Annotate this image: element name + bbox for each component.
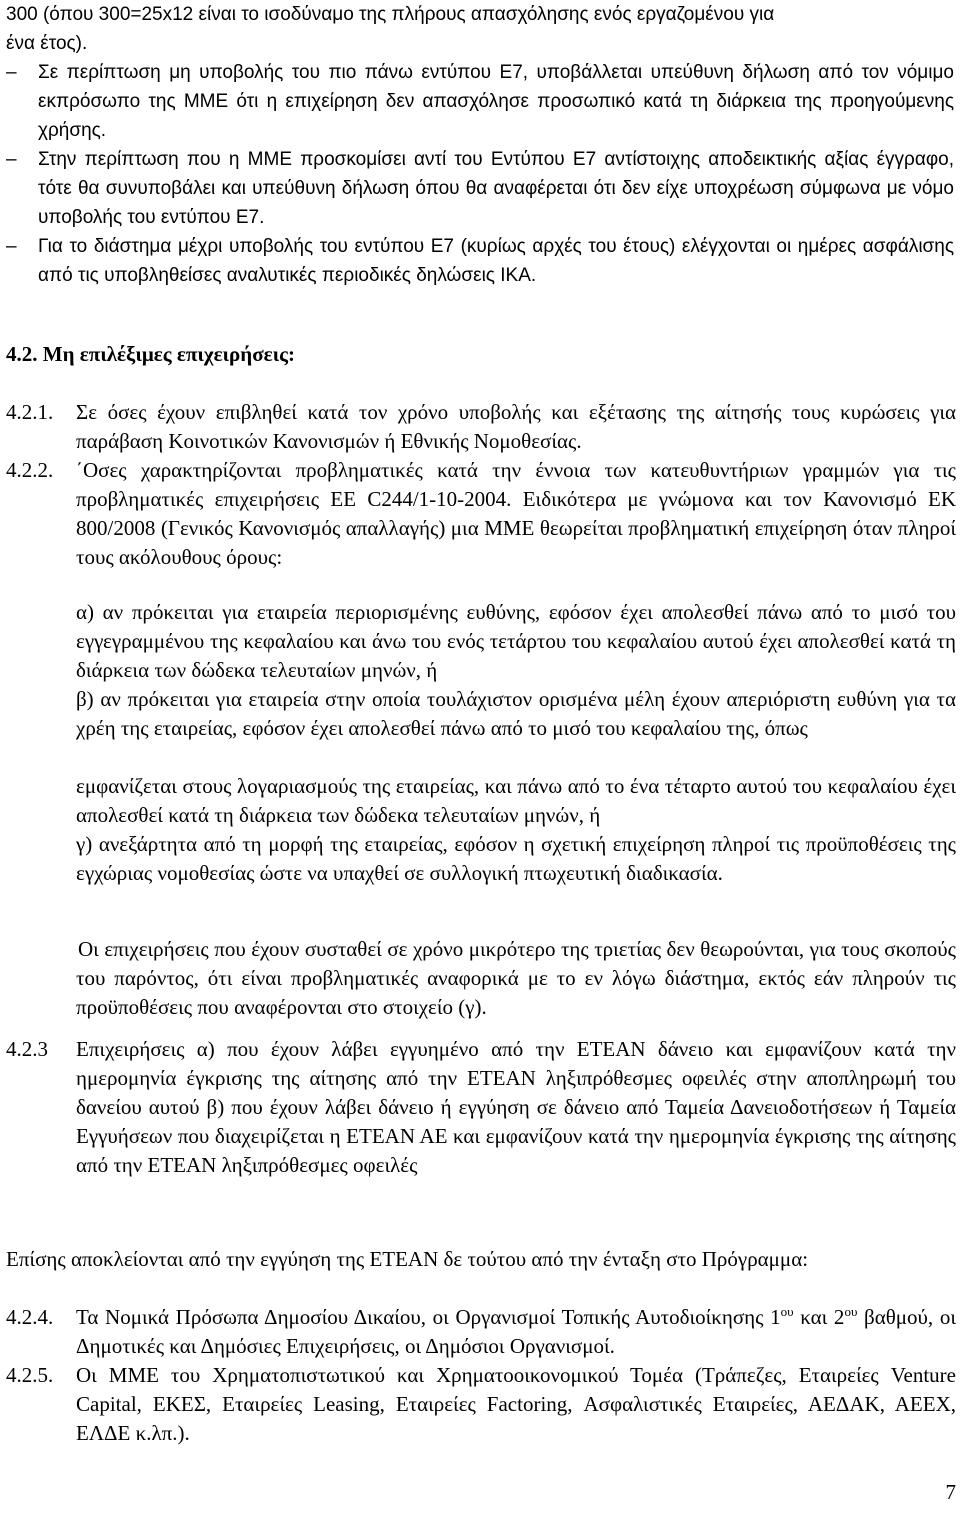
condition-a: α) αν πρόκειται για εταιρεία περιορισμένης ευθύνης, εφόσον έχει απολεσθεί πάνω από το μισό του εγγεγραμμένου της κεφαλαίου και άνω του ενός τετάρτου του κεφαλαίου αυτού έχει απολεσθεί κατά τη διάρκεια των δώδεκα τελευταίων μηνών, ή [76,600,956,682]
ordinal-superscript: ου [844,1304,858,1319]
condition-b: β) αν πρόκειται για εταιρεία στην οποία τουλάχιστον ορισμένα μέλη έχουν απεριόριστη ευθύνη για τα χρέη της εταιρείας, εφόσον έχει απολεσθεί πάνω από το μισό του κεφαλαίου της, όπως [76,687,956,740]
item-424-part3: βαθμού, οι Δημοτικές και Δημόσιες Επιχειρήσεις, οι Δημόσιοι Οργανισμοί. [76,1305,956,1358]
item-number-424: 4.2.4. [6,1305,54,1329]
item-number-423: 4.2.3 [6,1037,48,1061]
item-number-422: 4.2.2. [6,458,54,482]
dash-icon: – [6,149,17,170]
item-text-421: Σε όσες έχουν επιβληθεί κατά τον χρόνο υποβολής και εξέτασης της αίτησής τους κυρώσεις για παράβαση Κοινοτικών Κανονισμών ή Εθνικής Νομοθεσίας. [76,400,956,453]
section-heading: 4.2. Μη επιλέξιμες επιχειρήσεις: [6,342,295,366]
note-paragraph: Οι επιχειρήσεις που έχουν συσταθεί σε χρόνο μικρότερο της τριετίας δεν θεωρούνται, για τους σκοπούς του παρόντος, ότι είναι προβληματικές αναφορικά με το εν λόγω διάστημα, εκτός εάν πληρούν τις προϋποθέσεις που αναφέρονται στο στοιχείο (γ). [76,937,956,1019]
item-number-425: 4.2.5. [6,1363,54,1387]
exclusion-paragraph: Επίσης αποκλείονται από την εγγύηση της ΕΤΕΑΝ δε τούτου από την ένταξη στο Πρόγραμμα: [6,1247,809,1271]
bullet-item [6,145,954,232]
item-number-421: 4.2.1. [6,400,54,424]
dash-icon: – [6,62,17,83]
item-text-425: Οι ΜΜΕ του Χρηματοπιστωτικού και Χρηματοοικονομικού Τομέα (Τράπεζες, Εταιρείες Venture Capital, ΕΚΕΣ, Εταιρείες Leasing, Εταιρείες Factoring, Ασφαλιστικές Εταιρείες, ΑΕΔΑΚ, ΑΕΕΧ, ΕΛΔΕ κ.λπ.). [76,1363,956,1445]
dash-icon: – [6,236,17,257]
ordinal-superscript: ου [780,1304,794,1319]
item-424-part2: και 2 [793,1305,845,1329]
condition-b-continued: εμφανίζεται στους λογαριασμούς της εταιρείας, και πάνω από το ένα τέταρτο αυτού του κεφαλαίου έχει απολεσθεί κατά τη διάρκεια των δώδεκα τελευταίων μηνών, ή [76,774,956,827]
page-number: 7 [945,1480,956,1504]
item-text-422: ΄Οσες χαρακτηρίζονται προβληματικές κατά την έννοια των κατευθυντήριων γραμμών για τις προβληματικές επιχειρήσεις ΕΕ C244/1-10-2004. Ειδικότερα με γνώμονα και τον Κανονισμό ΕΚ 800/2008 (Γενικός Κανονισμός απαλλαγής) μια ΜΜΕ θεωρείται προβληματική επιχείρηση όταν πληροί τους ακόλουθους όρους: [76,458,956,569]
bullet-text: Για το διάστημα μέχρι υποβολής του εντύπου Ε7 (κυρίως αρχές του έτους) ελέγχονται οι ημέρες ασφάλισης από τις υποβληθείσες αναλυτικές περιοδικές δηλώσεις ΙΚΑ. [38,236,954,286]
intro-line-1: 300 (όπου 300=25x12 είναι το ισοδύναμο της πλήρους απασχόλησης ενός εργαζομένου για [6,4,775,25]
bullet-item [6,232,954,290]
item-text-423: Επιχειρήσεις α) που έχουν λάβει εγγυημένο από την ΕΤΕΑΝ δάνειο και εμφανίζουν κατά την ημερομηνία έγκρισης της αίτησης από την ΕΤΕΑΝ ληξιπρόθεσμες οφειλές στην αποπληρωμή του δανείου αυτού β) που έχουν λάβει δάνειο ή εγγύηση σε δάνειο από Ταμεία Δανειοδοτήσεων ή Ταμεία Εγγυήσεων που διαχειρίζεται η ΕΤΕΑΝ ΑΕ και εμφανίζουν κατά την ημερομηνία έγκρισης της αίτησης από την ΕΤΕΑΝ ληξιπρόθεσμες οφειλές [76,1037,956,1177]
item-text-424 [76,1303,956,1361]
bullet-item [6,58,954,145]
condition-c: γ) ανεξάρτητα από τη μορφή της εταιρείας, εφόσον η σχετική επιχείρηση πληροί τις προϋποθέσεις της εγχώριας νομοθεσίας ώστε να υπαχθεί σε συλλογική πτωχευτική διαδικασία. [76,832,956,885]
bullet-text: Σε περίπτωση μη υποβολής του πιο πάνω εντύπου Ε7, υποβάλλεται υπεύθυνη δήλωση από τον νόμιμο εκπρόσωπο της ΜΜΕ ότι η επιχείρηση δεν απασχόλησε προσωπικό κατά τη διάρκεια της προηγούμενης χρήσης. [38,62,954,141]
intro-line-2: ένα έτος). [6,33,88,54]
item-424-part1: Τα Νομικά Πρόσωπα Δημοσίου Δικαίου, οι Οργανισμοί Τοπικής Αυτοδιοίκησης 1 [76,1305,781,1329]
bullet-text: Στην περίπτωση που η ΜΜΕ προσκομίσει αντί του Εντύπου Ε7 αντίστοιχης αποδεικτικής αξίας έγγραφο, τότε θα συνυποβάλει και υπεύθυνη δήλωση όπου θα αναφέρεται ότι δεν είχε υποχρέωση σύμφωνα με νόμο υποβολής του εντύπου Ε7. [38,149,954,228]
